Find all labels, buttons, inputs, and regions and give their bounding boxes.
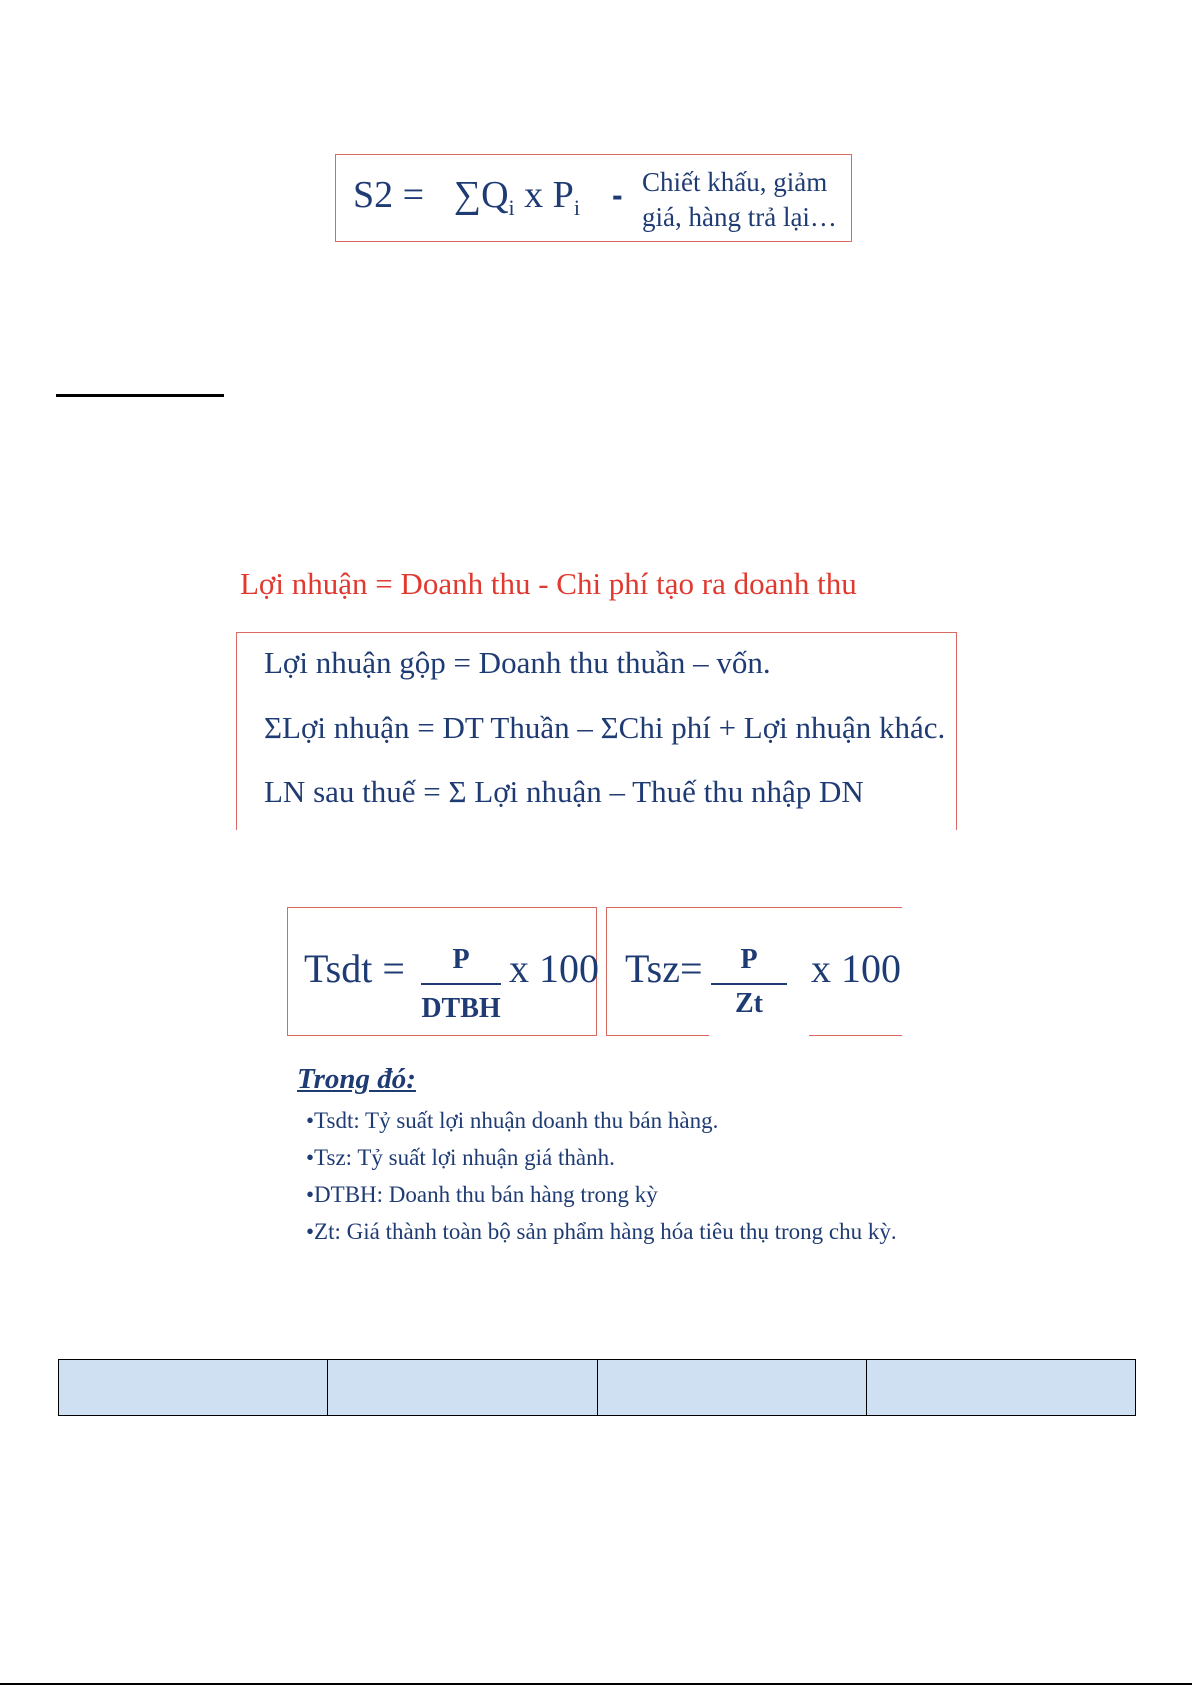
times-p: x P [514,174,574,216]
tsdt-lhs: Tsdt = [304,946,405,991]
tsz-rhs: x 100 [811,946,901,991]
table-row [59,1360,1136,1416]
s2-formula-note [642,165,837,235]
sum-q: ∑Q [454,174,509,216]
tsdt-numerator: P [452,944,470,975]
legend-heading: Trong đó: [297,1063,416,1095]
s2-formula-sum [454,173,580,221]
table-cell [328,1360,597,1416]
tsz-lhs: Tsz= [625,946,703,991]
tsz-denominator: Zt [735,988,763,1019]
profit-definition-title: Lợi nhuận = Doanh thu - Chi phí tạo ra doanh thu [240,566,857,601]
s2-formula-lhs: S2 = [353,174,425,216]
tsz-fraction-bar [711,983,787,985]
profit-formulas-box [236,632,957,830]
section-underline-rule [56,394,224,397]
s2-formula-box [335,154,852,242]
s2-note-line-1: Chiết khấu, giảm [642,167,828,197]
tsz-numerator: P [740,944,758,975]
table-cell [597,1360,866,1416]
after-tax-profit-formula: LN sau thuế = Σ Lợi nhuận – Thuế thu nhập DN [264,774,864,809]
s2-note-line-2: giá, hàng trả lại… [642,202,837,232]
total-profit-formula: ΣLợi nhuận = DT Thuần – ΣChi phí + Lợi nhuận khác. [264,710,946,745]
table-cell [59,1360,328,1416]
p-subscript: i [573,195,580,220]
tsdt-formula-box [287,907,597,1036]
legend-item-zt: •Zt: Giá thành toàn bộ sản phẩm hàng hóa tiêu thụ trong chu kỳ. [306,1219,897,1244]
s2-formula-minus: - [612,177,623,213]
gross-profit-formula: Lợi nhuận gộp = Doanh thu thuần – vốn. [264,645,771,680]
legend-item-tsdt: •Tsdt: Tỷ suất lợi nhuận doanh thu bán hàng. [306,1108,719,1133]
tsz-box-border-gap [709,1033,809,1037]
tsdt-denominator: DTBH [421,993,501,1024]
tsdt-rhs: x 100 [509,946,599,991]
legend-item-dtbh: •DTBH: Doanh thu bán hàng trong kỳ [306,1182,658,1207]
empty-header-table [58,1359,1136,1416]
sum-q-subscript: i [508,195,515,220]
legend-item-tsz: •Tsz: Tỷ suất lợi nhuận giá thành. [306,1145,615,1170]
table-cell [866,1360,1135,1416]
tsz-formula-box [606,907,902,1036]
tsdt-fraction-bar [421,983,501,985]
legend-list [306,1102,897,1250]
